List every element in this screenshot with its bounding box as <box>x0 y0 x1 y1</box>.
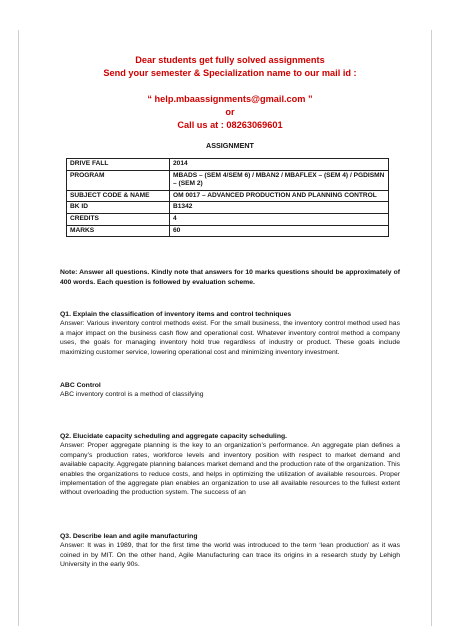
table-cell-value: B1342 <box>170 202 389 214</box>
table-cell-key: SUBJECT CODE & NAME <box>67 190 170 202</box>
page-border-left <box>18 30 19 626</box>
promo-phone: Call us at : 08263069601 <box>177 120 283 130</box>
table-cell-value: 60 <box>170 225 389 237</box>
question-3 <box>60 532 400 570</box>
question-2 <box>60 432 400 498</box>
promo-line-1: Dear students get fully solved assignments <box>135 55 325 65</box>
question-3-answer: Answer: It was in 1989, that for the first time the world was introduced to the term ‘lean production’ as it was coined in by MIT. On the other hand, Agile Manufacturing can trace its origins in a research study by Lehigh University in the early 90s. <box>60 542 400 569</box>
assignment-heading: ASSIGNMENT <box>206 141 254 150</box>
table-cell-key: MARKS <box>67 225 170 237</box>
question-1-title: Q1. Explain the classification of inventory items and control techniques <box>60 311 292 318</box>
table-row <box>67 170 389 190</box>
table-cell-value: MBADS – (SEM 4/SEM 6) / MBAN2 / MBAFLEX – (SEM 4) / PGDISMN – (SEM 2) <box>170 170 389 190</box>
abc-control-text: ABC inventory control is a method of classifying <box>60 391 204 399</box>
promo-line-2: Send your semester & Specialization name to our mail id : <box>103 68 357 78</box>
table-row <box>67 190 389 202</box>
table-cell-key: DRIVE FALL <box>67 159 170 171</box>
promo-or: or <box>225 107 235 117</box>
assignment-info-table <box>66 158 389 237</box>
question-2-title: Q2. Elucidate capacity scheduling and aggregate capacity scheduling. <box>60 433 288 440</box>
table-row <box>67 213 389 225</box>
table-cell-key: PROGRAM <box>67 170 170 190</box>
question-1-answer: Answer: Various inventory control methods exist. For the small business, the inventory control method used has a major impact on the business cash flow and operational cost. Whatever inventory control method a company uses, the goals for managing inventory hold true regardless of industry or product. These goals include maximizing customer service, lowering operational cost and minimizing inventory investment. <box>60 320 400 356</box>
question-1 <box>60 310 400 357</box>
page-border-right <box>431 30 432 626</box>
table-row <box>67 225 389 237</box>
table-cell-key: CREDITS <box>67 213 170 225</box>
table-row <box>67 202 389 214</box>
table-cell-key: BK ID <box>67 202 170 214</box>
abc-control-section <box>60 381 400 400</box>
promo-email: “ help.mbaassignments@gmail.com ” <box>147 94 313 104</box>
question-3-title: Q3. Describe lean and agile manufacturing <box>60 533 198 540</box>
table-row <box>67 159 389 171</box>
instructions-note: Note: Answer all questions. Kindly note that answers for 10 marks questions should be approximately of 400 words. Each question is followed by evaluation scheme. <box>60 269 400 286</box>
question-2-answer: Answer: Proper aggregate planning is the key to an organization’s performance. An aggregate plan defines a company’s production rates, workforce levels and inventory position with respect to market demand and available capacity. Aggregate planning balances market demand and the production rate of the organization. This enables the organizations to reduce costs, and helps in optimizing the utilization of available resources. Proper implementation of the aggregate plan enables an organization to use all available resources to the fullest extent without overloading the production system. The success of an <box>60 442 400 497</box>
table-cell-value: 4 <box>170 213 389 225</box>
abc-control-heading: ABC Control <box>60 382 101 389</box>
table-cell-value: 2014 <box>170 159 389 171</box>
table-cell-value: OM 0017 – ADVANCED PRODUCTION AND PLANNING CONTROL <box>170 190 389 202</box>
